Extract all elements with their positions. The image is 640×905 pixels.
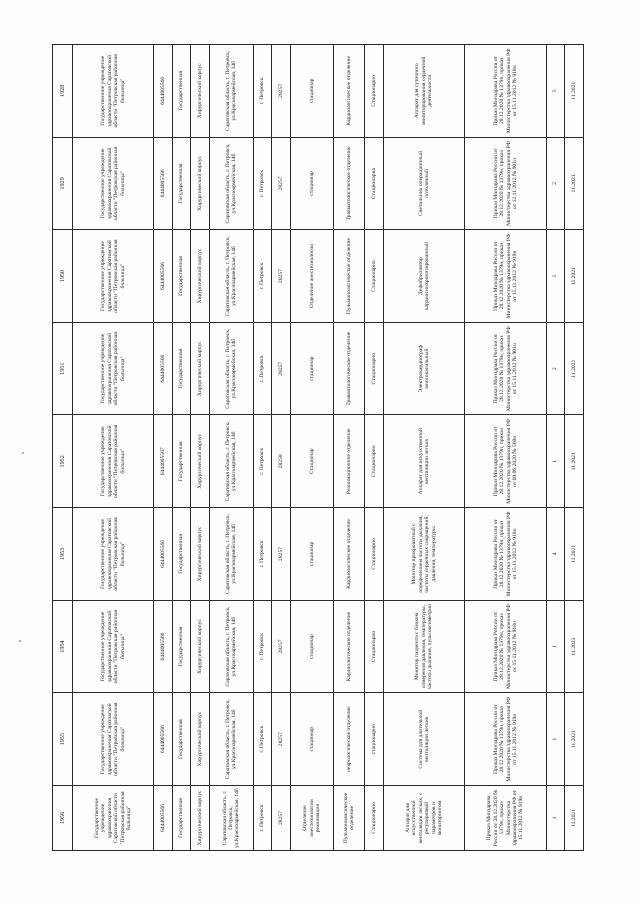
table-cell: Пульмонологическое отделение — [334, 230, 365, 323]
table-cell: Аппарат для искусственной вентиляции легких — [383, 415, 465, 508]
table-cell: 28257 — [272, 508, 290, 601]
table-cell: Государственная — [172, 137, 190, 230]
table-cell: Стационарно — [365, 415, 383, 508]
table-cell: 2 — [546, 322, 564, 415]
table-cell: г. Петровск — [253, 137, 271, 230]
table-cell: Аппарат для искусственной вентиляции легких, с регулировкой параметров и мониторингом — [383, 786, 465, 851]
table-cell: 11.2021 — [565, 786, 584, 851]
header-cell: 1956 — [53, 786, 73, 851]
table-cell: г. Петровск — [253, 693, 271, 786]
scan-speck — [19, 640, 21, 642]
header-cell: 1929 — [53, 137, 73, 230]
table-cell: Приказ Минздрава России от 28.12.2020 № 1379н, приказ Министерства здравоохранения РФ от 15.11.2012 № 919н — [465, 786, 547, 851]
table-cell: Хирургический корпус — [191, 230, 209, 323]
table-cell: Саратовская область, г. Петровск, ул.Красноармейская, 14б — [209, 230, 253, 323]
table-cell: Саратовская область, г. Петровск, ул.Красноармейская, 14б — [209, 415, 253, 508]
table-row-care-form — [365, 45, 383, 851]
table-cell: Стационарно — [365, 137, 383, 230]
table-cell: стационар — [290, 137, 334, 230]
table-cell: 28257 — [272, 137, 290, 230]
table-cell: Стационарно — [365, 45, 383, 138]
table-cell: Травматологическое отделение — [334, 137, 365, 230]
table-cell: Стационар — [290, 415, 334, 508]
table-cell: 4 — [546, 508, 564, 601]
table-cell: стационар — [290, 600, 334, 693]
table-cell: 6444005566 — [154, 322, 172, 415]
table-cell: Травматологическое отделение — [334, 322, 365, 415]
table-cell: 6444005566 — [154, 508, 172, 601]
table-cell: Отделение анестезиологии реанимации — [290, 786, 334, 851]
table-cell: Государственная — [172, 45, 190, 138]
table-cell: Стационарно — [365, 322, 383, 415]
table-cell: Государственное учреждение здравоохранения Саратовской области "Петровская районная больница" — [72, 786, 154, 851]
table-cell: Государственная — [172, 600, 190, 693]
table-cell: Хирургический корпус — [191, 786, 209, 851]
table-cell: 1 — [546, 230, 564, 323]
table-cell: Государственная — [172, 693, 190, 786]
table-cell: г. Петровск — [253, 322, 271, 415]
header-cell: 1952 — [53, 415, 73, 508]
table-cell: Саратовская область, г. Петровск, ул.Красноармейская, 14б — [209, 137, 253, 230]
table-cell: Саратовская область, г. Петровск, ул.Красноармейская, 14б — [209, 786, 253, 851]
table-cell: Саратовская область, г. Петровск, ул.Красноармейская, 14б — [209, 45, 253, 138]
table-cell: Отделение анестезиологии — [290, 230, 334, 323]
table-cell: Хирургический корпус — [191, 508, 209, 601]
table-row-order — [465, 45, 547, 851]
table-cell: Государственное учреждение здравоохранения Саратовской области "Петровская районная больница" — [72, 45, 154, 138]
header-cell: 1953 — [53, 508, 73, 601]
table-header-row — [53, 45, 73, 851]
table-cell: 1 — [546, 415, 564, 508]
table-cell: 6444005566 — [154, 693, 172, 786]
table-cell: Государственная — [172, 508, 190, 601]
table-cell: Саратовская область, г. Петровск, ул.Красноармейская, 14б — [209, 693, 253, 786]
table-cell: 1 — [546, 600, 564, 693]
table-cell: Приказ Минздрава России от 28.12.2020 № 1379н, приказ Министерства здравоохранения РФ от 15.11.2012 № 918н — [465, 508, 547, 601]
table-cell: Хирургический корпус — [191, 693, 209, 786]
table-cell: Приказ Минздрава России от 28.12.2020 № 1379н, приказ Министерства здравоохранения РФ от 15.11.2012 № 919н — [465, 230, 547, 323]
table-cell: неврологическое отделение — [334, 693, 365, 786]
table-cell: Кардиологическое отделение — [334, 45, 365, 138]
table-cell: стационар — [290, 508, 334, 601]
table-cell: Государственное учреждение здравоохранения Саратовской области "Петровская районная больница" — [72, 322, 154, 415]
table-cell: 28258 — [272, 415, 290, 508]
table-cell: Пульмонологическое отделение — [334, 786, 365, 851]
table-row-organization — [72, 45, 154, 851]
table-row-quantity — [546, 45, 564, 851]
table-cell: 28257 — [272, 600, 290, 693]
table-cell: Государственное учреждение здравоохранения Саратовской области "Петровская районная больница" — [72, 415, 154, 508]
table-cell: Саратовская область, г. Петровск, ул.Красноармейская, 14б — [209, 600, 253, 693]
table-cell: Государственная — [172, 786, 190, 851]
table-row-building — [191, 45, 209, 851]
table-cell: 28257 — [272, 322, 290, 415]
table-cell: 28257 — [272, 230, 290, 323]
table-cell: Государственное учреждение здравоохранения Саратовской области "Петровская районная больница" — [72, 508, 154, 601]
table-cell: 6444005566 — [154, 137, 172, 230]
table-cell: стационар — [290, 322, 334, 415]
table-cell: Приказ Минздрава России от 28.12.2020 № 1379н, приказ Министерства здравоохранения РФ от 12.11.2012 № 901н — [465, 137, 547, 230]
table-row-address — [209, 45, 253, 851]
table-cell: Кардиологическое отделение — [334, 508, 365, 601]
table-cell: 28257 — [272, 45, 290, 138]
header-cell: 1950 — [53, 230, 73, 323]
table-cell: 11.2021 — [565, 508, 584, 601]
table-cell: Хирургический корпус — [191, 45, 209, 138]
table-row-inn — [154, 45, 172, 851]
table-cell: 11.2021 — [565, 230, 584, 323]
table-cell: Кардиологическое отделение — [334, 600, 365, 693]
rotated-table-container — [52, 44, 584, 851]
scan-speck — [22, 452, 24, 454]
table-row-department — [334, 45, 365, 851]
table-cell: Электрокардиограф многоканальный — [383, 322, 465, 415]
header-cell: 1955 — [53, 693, 73, 786]
table-cell: Хирургический корпус — [191, 322, 209, 415]
header-cell: 1954 — [53, 600, 73, 693]
equipment-register-table — [52, 44, 584, 851]
table-row-code — [272, 45, 290, 851]
table-cell: Стационарно — [365, 786, 383, 851]
table-cell: стационар — [290, 693, 334, 786]
table-cell: 5 — [546, 45, 564, 138]
table-cell: Государственная — [172, 322, 190, 415]
table-cell: Светильник операционный потолочный — [383, 137, 465, 230]
table-cell: 1 — [546, 693, 564, 786]
table-cell: 11.2021 — [565, 693, 584, 786]
table-cell: г. Петровск — [253, 786, 271, 851]
header-cell: 1951 — [53, 322, 73, 415]
table-cell: 11.2021 — [565, 322, 584, 415]
table-cell: Государственное учреждение здравоохранения Саратовской области "Петровская районная больница" — [72, 600, 154, 693]
table-cell: стационар — [290, 45, 334, 138]
table-cell: г. Петровск — [253, 45, 271, 138]
table-cell: 11.2021 — [565, 45, 584, 138]
table-cell: г. Петровск — [253, 415, 271, 508]
table-row-city — [253, 45, 271, 851]
table-cell: Государственная — [172, 415, 190, 508]
table-cell: Приказ Минздрава России от 28.12.2020 № 1379н, приказ Министерства здравоохранения РФ от 15.11.2012 № 919н — [465, 693, 547, 786]
table-cell: Приказ Минздрава России от 28.12.2020 № 1379н, приказ Министерства здравоохранения РФ от 15.11.2012 № 901н — [465, 322, 547, 415]
table-cell: стационарно — [365, 693, 383, 786]
table-cell: Реанимационное отделение — [334, 415, 365, 508]
table-cell: 6444005566 — [154, 786, 172, 851]
table-cell: Хирургический корпус — [191, 600, 209, 693]
table-cell: Государственное учреждение здравоохранения Саратовской области "Петровская районная больница" — [72, 230, 154, 323]
table-row-date — [565, 45, 584, 851]
table-cell: Саратовская область, г. Петровск, ул.Красноармейская, 14б — [209, 508, 253, 601]
table-cell: Хирургический корпус — [191, 415, 209, 508]
table-cell: 6444005566 — [154, 45, 172, 138]
table-cell: Приказ Минздрава России от 28.12.2020 № 1379н, приказ Министерства здравоохранения РФ от 15.11.2012 № 918н — [465, 600, 547, 693]
table-cell: г. Петровск — [253, 600, 271, 693]
table-cell: 6444005567 — [154, 415, 172, 508]
table-cell: Приказ Минздрава России от 28.12.2020 № 1379н, приказ Министерства здравоохранения РФ от 09.06.2020 № 560н — [465, 415, 547, 508]
table-cell: 28257 — [272, 693, 290, 786]
table-cell: г. Петровск — [253, 230, 271, 323]
table-cell: Приказ Минздрава России от 28.12.2020 № 1379н, приказ Министерства здравоохранения РФ от 15.11.2012 № 918н — [465, 45, 547, 138]
table-cell: 2 — [546, 137, 564, 230]
table-cell: Монитор прикроватный с определением частоты дыхания, частоты сердечных сокращений, давления, температуры — [383, 508, 465, 601]
table-row-unit — [290, 45, 334, 851]
header-cell: 1928 — [53, 45, 73, 138]
table-cell: Аппарат для суточного мониторирования сердечной деятельности — [383, 45, 465, 138]
table-cell: Система для длительной вентиляции легких — [383, 693, 465, 786]
table-cell: Государственное учреждение здравоохранения Саратовской области "Петровская районная больница" — [72, 137, 154, 230]
table-cell: Дефибриллятор кардиосинхронизированный — [383, 230, 465, 323]
table-cell: Стационарно — [365, 230, 383, 323]
table-cell: Хирургический корпус — [191, 137, 209, 230]
table-row-ownership — [172, 45, 190, 851]
table-cell: Стационарно — [365, 508, 383, 601]
table-cell: 6444005566 — [154, 230, 172, 323]
table-cell: 11.2021 — [565, 137, 584, 230]
table-cell: 28257 — [272, 786, 290, 851]
table-cell: Монитор пациента с блоком измерения давления, температуры, частоты дыхания, пульсоксиметрии — [383, 600, 465, 693]
table-cell: Стационарно — [365, 600, 383, 693]
table-cell: 11.2021 — [565, 415, 584, 508]
table-cell: 6444005566 — [154, 600, 172, 693]
table-cell: Саратовская область, г. Петровск, ул.Красноармейская, 14б — [209, 322, 253, 415]
table-cell: Государственная — [172, 230, 190, 323]
table-cell: Государственное учреждение здравоохранения Саратовской области "Петровская районная больница" — [72, 693, 154, 786]
table-cell: 1 — [546, 786, 564, 851]
table-cell: 11.2021 — [565, 600, 584, 693]
table-row-equipment — [383, 45, 465, 851]
table-cell: г. Петровск — [253, 508, 271, 601]
